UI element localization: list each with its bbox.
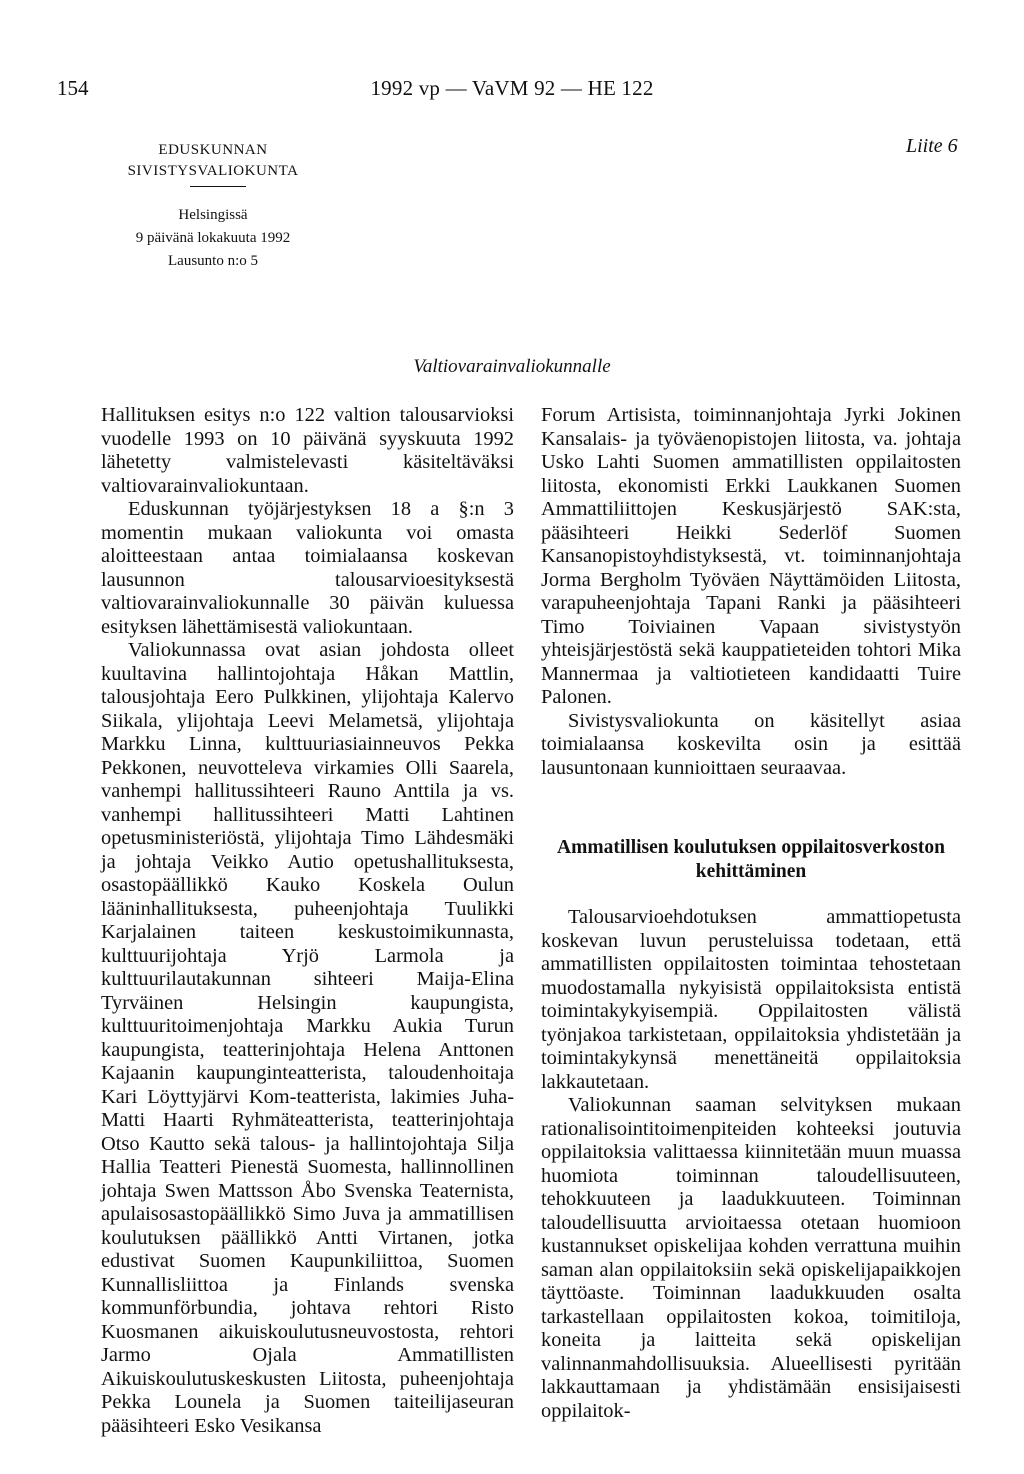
org-line-1: EDUSKUNNAN [158, 142, 268, 158]
sender-organization [58, 140, 368, 182]
paragraph: Valiokunnassa ovat asian johdosta olleet kuultavina hallintojohtaja Håkan Mattlin, talousjohtaja Eero Pulkkinen, ylijohtaja Kalervo Siikala, ylijohtaja Leevi Melametsä, ylijohtaja Markku Linna, kulttuuriasiainneuvos Pekka Pekkonen, neuvotteleva virkamies Olli Saarela, vanhempi hallitussihteeri Rauno Anttila ja vs. vanhempi hallitussihteeri Matti Lahtinen opetusministeriöstä, ylijohtaja Timo Lähdesmäki ja johtaja Veikko Autio opetushallituksesta, osastopäällikkö Kauko Koskela Oulun lääninhallituksesta, puheenjohtaja Tuulikki Karjalainen taiteen keskustoimikunnasta, kulttuurijohtaja Yrjö Larmola ja kulttuurilautakunnan sihteeri Maija-Elina Tyrväinen Helsingin kaupungista, kulttuuritoimenjohtaja Markku Aukia Turun kaupungista, teatterinjohtaja Helena Anttonen Kajaanin kaupunginteatterista, taloudenhoitaja Kari Löyttyjärvi Kom-teatterista, lakimies Juha-Matti Haarti Ryhmäteatterista, teatterinjohtaja Otso Kautto sekä talous- ja hallintojohtaja Silja Hallia Teatteri Pienestä Suomesta, hallinnollinen johtaja Swen Mattsson Åbo Svenska Teaternista, apulaisosastopäällikkö Simo Juva ja ammatillisen koulutuksen päällikkö Antti Virtanen, jotka edustivat Suomen Kaupunkiliittoa, Suomen Kunnallisliittoa ja Finlands svenska kommunförbundia, johtava rehtori Risto Kuosmanen aikuiskoulutusneuvostosta, rehtori Jarmo Ojala Ammatillisten Aikuiskoulutuskeskusten Liitosta, puheenjohtaja Pekka Lounela ja Suomen taiteilijaseuran pääsihteeri Esko Vesikansa [101, 639, 514, 1437]
page-number: 154 [57, 76, 89, 100]
date: 9 päivänä lokakuuta 1992 [135, 230, 291, 246]
addressee: Valtiovarainvaliokunnalle [413, 356, 611, 377]
paragraph: Hallituksen esitys n:o 122 valtion talousarvioksi vuodelle 1993 on 10 päivänä syyskuuta 1992 lähetetty valmistelevasti käsiteltäväksi valtiovarainvaliokuntaan. [101, 404, 514, 497]
divider [190, 186, 246, 187]
appendix-label: Liite 6 [906, 135, 958, 157]
sender-place-date [58, 204, 368, 273]
paragraph: Valiokunnan saaman selvityksen mukaan rationalisointitoimenpiteiden kohteeksi joutuvia oppilaitoksia valittaessa kiinnitetään muun muassa huomiota toiminnan taloudellisuuteen, tehokkuuteen ja laadukkuuteen. Toiminnan taloudellisuutta arvioitaessa otetaan huomioon kustannukset opiskelijaa kohden verrattuna muihin saman alan oppilaitoksiin sekä opiskelijapaikkojen täyttöaste. Toiminnan laadukkuuden osalta tarkastellaan oppilaitosten kokoa, toimitiloja, koneita ja laitteita sekä opiskelijan valinnanmahdollisuuksia. Alueellisesti pyritään lakkauttamaan ja yhdistämään ensisijaisesti oppilaitok- [541, 1094, 961, 1422]
left-column [101, 404, 514, 1438]
paragraph: Eduskunnan työjärjestyksen 18 a §:n 3 momentin mukaan valiokunta voi omasta aloitteestaan antaa toimialaansa koskevan lausunnon talousarvioesityksestä valtiovarainvaliokunnalle 30 päivän kuluessa esityksen lähettämisestä valiokuntaan. [101, 498, 514, 638]
running-header: 1992 vp — VaVM 92 — HE 122 [370, 76, 654, 100]
org-line-2: SIVISTYSVALIOKUNTA [127, 163, 299, 179]
place: Helsingissä [178, 207, 248, 223]
paragraph: Sivistysvaliokunta on käsitellyt asiaa toimialaansa koskevilta osin ja esittää lausuntonaan kunnioittaen seuraavaa. [541, 709, 961, 779]
section-heading: Ammatillisen koulutuksen oppilaitosverkoston kehittäminen [557, 837, 945, 882]
right-column [541, 404, 961, 1423]
paragraph: Talousarvioehdotuksen ammattiopetusta koskevan luvun perusteluissa todetaan, että ammatillisten oppilaitosten toimintaa tehostetaan muodostamalla nykyisistä oppilaitoksista entistä toimintakykyisempiä. Oppilaitosten välistä työnjakoa tarkistetaan, oppilaitoksia yhdistetään ja toimintakykynsä menettäneitä oppilaitoksia lakkautetaan. [541, 906, 961, 1093]
paragraph: Forum Artisista, toiminnanjohtaja Jyrki Jokinen Kansalais- ja työväenopistojen liitosta, va. johtaja Usko Lahti Suomen ammatillisten oppilaitosten liitosta, ekonomisti Erkki Laukkanen Suomen Ammattiliittojen Keskusjärjestö SAK:sta, pääsihteeri Heikki Sederlöf Suomen Kansanopistoyhdistyksestä, vt. toiminnanjohtaja Jorma Bergholm Työväen Näyttämöiden Liitosta, varapuheenjohtaja Tapani Ranki ja pääsihteeri Timo Toiviainen Vapaan sivistystyön yhteisjärjestöstä sekä kauppatieteiden tohtori Mika Mannermaa ja valtiotieteen kandidaatti Tuire Palonen. [541, 404, 961, 708]
statement-number: Lausunto n:o 5 [168, 253, 258, 269]
